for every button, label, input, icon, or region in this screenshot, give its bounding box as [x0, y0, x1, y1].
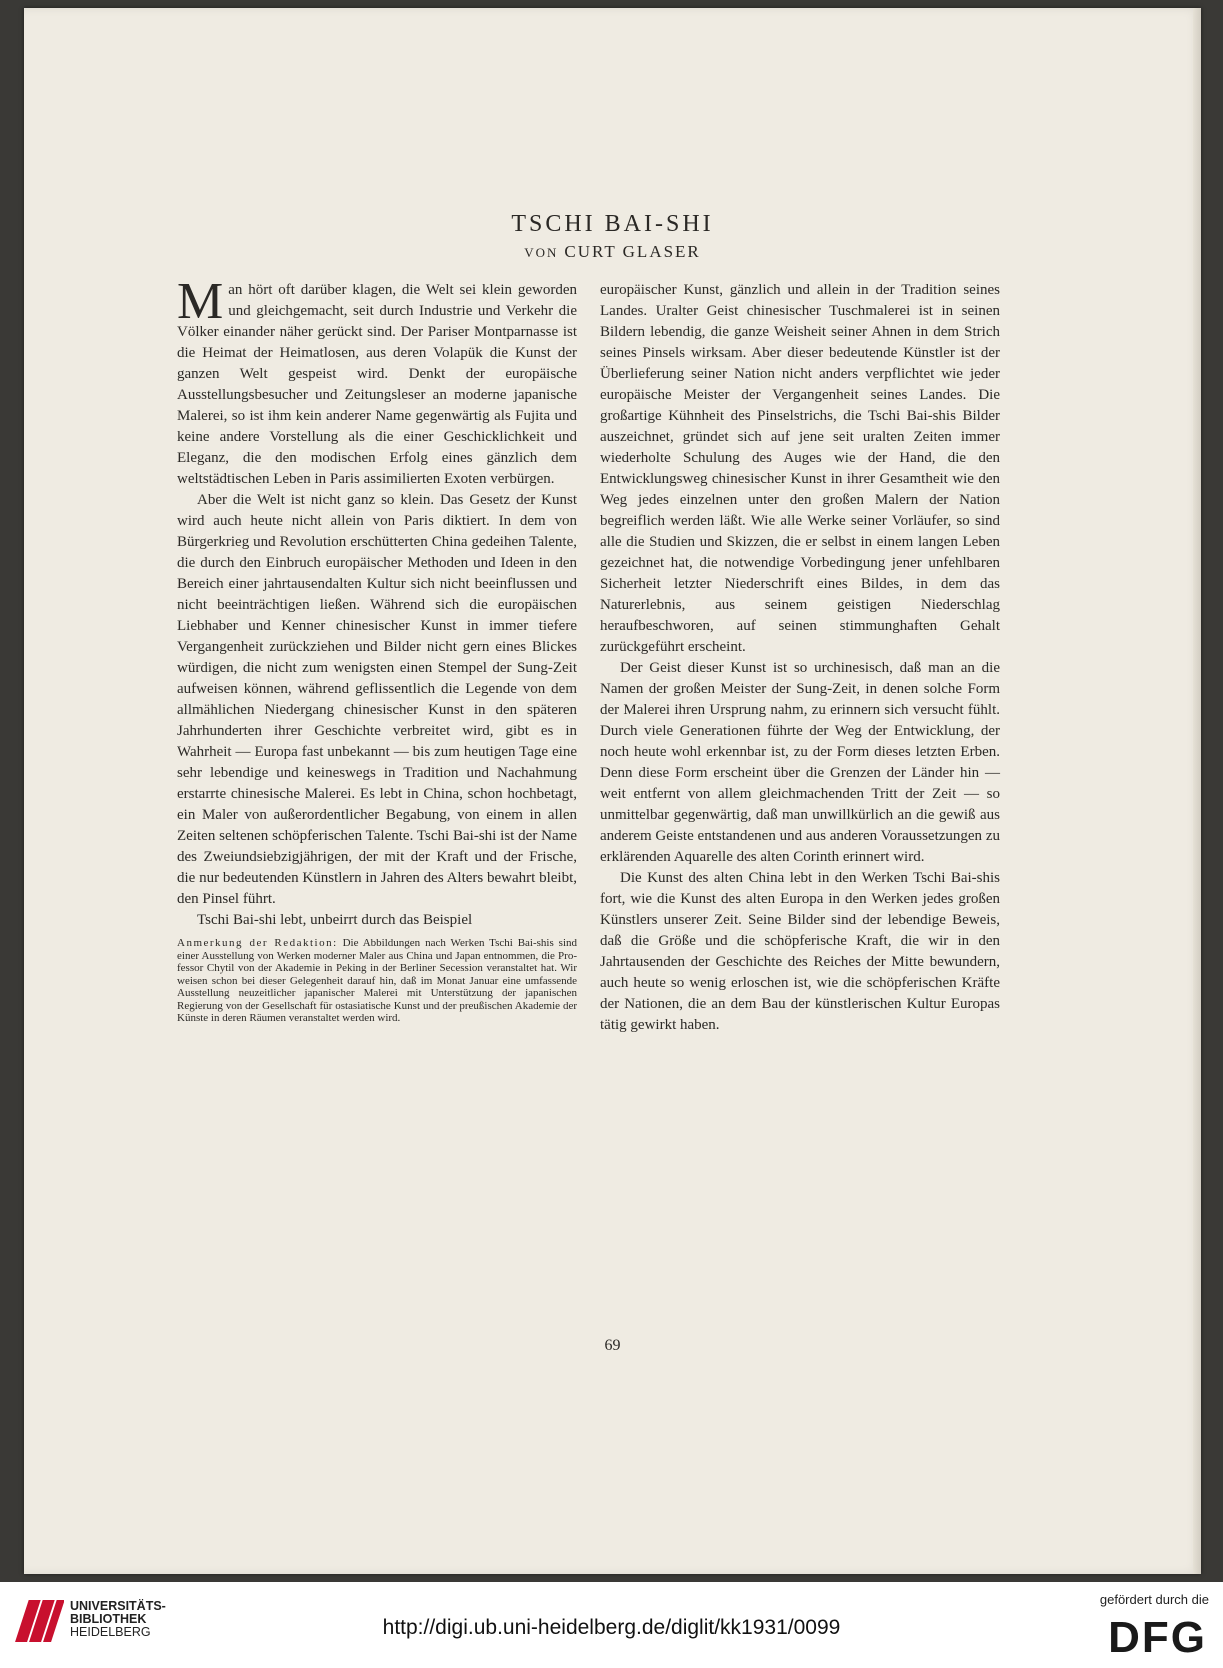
note-text: Die Abbildungen nach Werken Tschi Bai-shis sind einer Ausstellung von Werken moderner Maler aus China und Japan entnommen, die Professor Chytil von der Akademie in Peking in der Berliner Secession veranstaltet hat. Wir weisen schon bei dieser Gelegenheit darauf hin, daß im Monat Januar eine umfassende Ausstellung neuzeitlicher japanischer Malerei mit Unterstützung der japanischen Regierung von der Gesellschaft für ostasiatische Kunst und der preußischen Akademie der Künste in deren Räumen veranstaltet werden wird. [177, 937, 578, 1024]
scanned-page [24, 8, 1201, 1574]
paragraph: Aber die Welt ist nicht ganz so klein. Das Gesetz der Kunst wird auch heute nicht allein von Paris diktiert. In dem von Bürgerkrieg und Revolution erschütterten China gedeihen Talente, die durch den Einbruch europäischer Methoden und Ideen in den Bereich einer jahrtausendalten Kultur sich nicht beeinflussen und nicht beeinträchtigen ließen. Während sich die europäischen Liebhaber und Kenner chinesischer Kunst in immer tiefere Vergangenheit zurückziehen und Bilder nicht gern eines Blickes würdigen, die nicht zum wenigsten einen Stempel der Sung-Zeit aufweisen können, während geflissentlich die Legende von dem allmählichen Niedergang chinesischer Kunst in den späteren Jahrhunderten ihrer Geschichte verbreitet wird, gibt es in Wahrheit — Europa fast unbekannt — bis zum heutigen Tage eine sehr lebendige und keineswegs in Tradition und Nachahmung erstarrte chinesische Malerei. Es lebt in China, schon hochbetagt, ein Maler von außerordentlicher Begabung, von einem in allen Zeiten seltenen schöpferischen Talente. Tschi Bai-shi ist der Name des Zweiundsiebzigjährigen, der mit der Kraft und der Frische, die nur bedeutenden Künstlern in Jahren des Alters bewahrt bleibt, den Pinsel führt. [177, 492, 577, 907]
byline-prefix: VON [524, 245, 559, 260]
editorial-note [177, 937, 577, 1025]
library-name-line: UNIVERSITÄTS- [70, 1599, 166, 1613]
right-column [600, 280, 1000, 1036]
byline [24, 242, 1201, 262]
article-title: TSCHI BAI-SHI [511, 211, 714, 237]
author-name: CURT GLASER [564, 242, 701, 261]
drop-cap: M [177, 273, 224, 330]
funding-note: gefördert durch die [1099, 1592, 1209, 1607]
permalink-url[interactable]: http://digi.ub.uni-heidelberg.de/diglit/kk1931/0099 [382, 1616, 841, 1639]
paragraph: europäischer Kunst, gänzlich und allein in der Tradition seines Landes. Uralter Geist chinesischer Tuschmalerei ist in seinen Bildern lebendig, die ganze Weisheit seiner Ahnen in dem Strich seines Pinsels wirksam. Aber dieser bedeutende Künstler ist der Überlieferung seiner Nation nicht anders verpflichtet wie jeder europäische Meister der Vergangenheit seines Landes. Die großartige Kühnheit des Pinselstrichs, die Tschi Bai-shis Bilder auszeichnet, gründet sich auf jene seit uralten Zeiten immer wiederholte Schulung des Auges wie der Hand, die den Entwicklungsweg chinesischer Kunst in ihrer Gesamtheit wie den Weg jedes einzelnen unter den großen Malern der Nation begreiflich werden läßt. Wie alle Werke seiner Vorläufer, so sind alle die Studien und Skizzen, die er selbst in einem langen Leben gezeichnet hat, die notwendige Vorbedingung jener unfehlbaren Sicherheit letzter Niederschrift eines Bildes, in dem das Naturerlebnis, aus seinem geistigen Niederschlag heraufbeschworen, auf seinen stimmunghaften Gehalt zurückgeführt erscheint. [600, 282, 1000, 655]
library-name-line: BIBLIOTHEK [70, 1612, 147, 1626]
page-number: 69 [604, 1337, 621, 1354]
paragraph: Der Geist dieser Kunst ist so urchinesisch, daß man an die Namen der großen Meister der Sung-Zeit, in denen solche Form der Malerei ihren Ursprung nahm, zu erinnern sich versucht fühlt. Durch viele Generationen führte der Weg der Entwicklung, der noch heute wohl erkennbar ist, zu der Form dieses letzten Erben. Denn diese Form erscheint über die Grenzen der Länder hin — weit entfernt von allem gleichmachenden Tritt der Zeit — so unmittelbar gegenwärtig, daß man unwillkürlich an die gewiß aus anderem Geiste entstandenen und aus anderen Voraussetzungen zu erklärenden Aquarelle des alten Corinth erinnert wird. [600, 660, 1000, 865]
paragraph: Tschi Bai-shi lebt, unbeirrt durch das Beispiel [197, 912, 473, 928]
note-heading: Anmerkung der Redaktion: [177, 937, 338, 949]
paragraph [177, 273, 577, 490]
library-name-line: HEIDELBERG [70, 1625, 151, 1639]
paragraph-text: an hört oft darüber klagen, die Welt sei klein geworden und gleichgemacht, seit durch Industrie und Verkehr die Völker einander näher gerückt sind. Der Pariser Montparnasse ist die Heimat der Heimatlosen, aus deren Volapük die Kunst der ganzen Welt gespeist wird. Denkt der europäische Ausstellungsbesucher und Zeitungsleser an moderne japanische Malerei, so ist ihm kein anderer Name gegenwärtig als Fujita und keine andere Vorstellung als die einer Geschicklichkeit und Eleganz, die den modischen Erfolg eines gänzlich dem weltstädtischen Leben in Paris assimilierten Exoten verbürgen. [177, 282, 577, 487]
viewer-footer [0, 1582, 1223, 1668]
left-column [177, 273, 578, 1025]
dfg-logo: DFG [1108, 1613, 1207, 1662]
paragraph: Die Kunst des alten China lebt in den Werken Tschi Bai-shis fort, wie die Kunst des alten Europa in den Werken jedes großen Künstlers unserer Zeit. Seine Bilder sind der lebendige Beweis, daß die Größe und die schöpferische Kraft, die wir in den Jahrtausenden der Geschichte des Reiches der Mitte bewundern, auch heute so wenig erloschen ist, wie die schöpferischen Kräfte der Nationen, die an dem Bau der künstlerischen Kultur Europas tätig gewirkt haben. [600, 870, 1000, 1033]
